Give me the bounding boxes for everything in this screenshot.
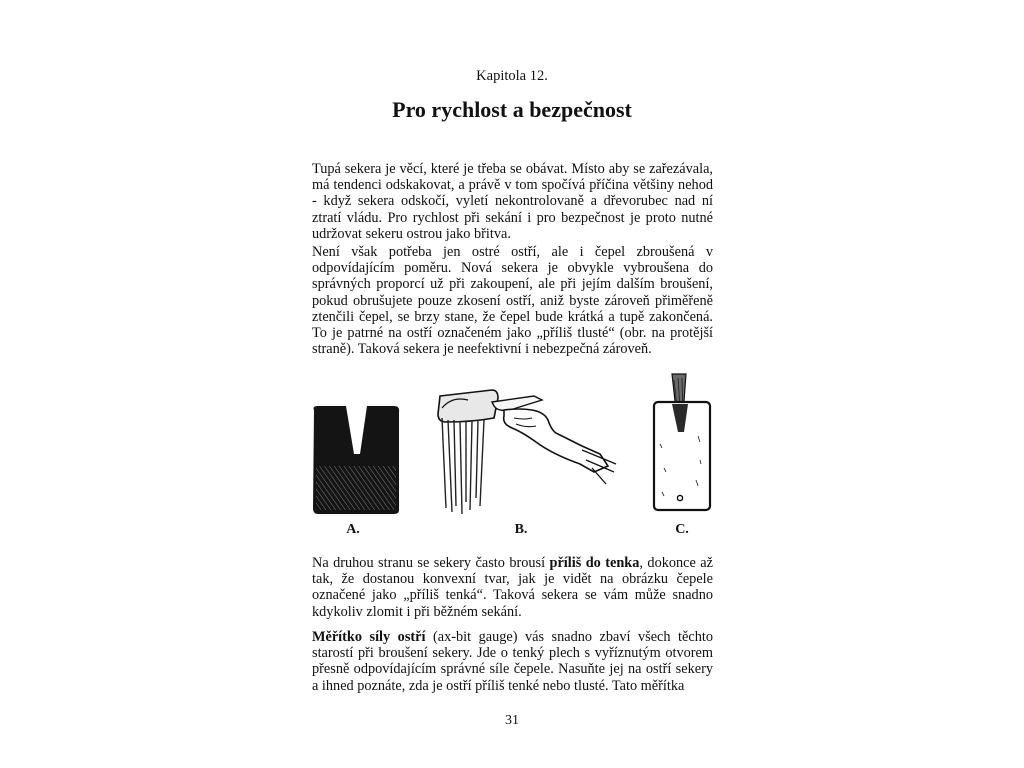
figure-c-caption: C.: [675, 522, 689, 537]
page-title: Pro rychlost a bezpečnost: [392, 97, 632, 122]
paragraph-1: Tupá sekera je věcí, které je třeba se obávat. Místo aby se zařezávala, má tendenci odskakovat, a právě v tom spočívá příčina většiny nehod - když sekera odskočí, vyletí nekontrolovaně a dřevorubec nad ní ztratí vládu. Pro rychlost při sekání i pro bezpečnost je proto nutné udržovat sekeru ostrou jako břitva.: [312, 161, 713, 242]
paragraph-4-term: Měřítko síly ostří: [312, 629, 426, 645]
figure-b-caption: B.: [514, 522, 528, 537]
figure-a-gauge-illustration: [310, 404, 402, 516]
paragraph-3-start: Na druhou stranu se sekery často brousí: [312, 555, 550, 571]
figure-c-gauge-plate-illustration: [648, 372, 716, 516]
chapter-label: Kapitola 12.: [476, 68, 548, 84]
paragraph-4: [312, 629, 713, 694]
figure-a-caption: A.: [346, 522, 360, 537]
paragraph-3-emphasis: příliš do tenka: [549, 555, 640, 571]
figure-b-hand-with-axe-illustration: [432, 388, 620, 516]
paragraph-3: [312, 555, 713, 620]
paragraph-4-body: (ax-bit gauge) vás snadno zbaví všech těchto starostí při broušení sekery. Jde o tenký plech s vyříznutým otvorem přesně odpovídajícím správné síle čepele. Nasuňte jej na ostří sekery a ihned poznáte, zda je ostří příliš tenké nebo tlusté. Tato měřítka: [312, 629, 713, 694]
paragraph-3-end: , dokonce až tak, že dostanou konvexní tvar, jak je vidět na obrázku čepele označené jako „příliš tenká“. Taková sekera se vám může snadno kdykoliv zlomit i při běžném sekání.: [312, 555, 713, 620]
paragraph-2: Není však potřeba jen ostré ostří, ale i čepel zbroušená v odpovídajícím poměru. Nová sekera je obvykle vybroušena do správných proporcí už při zakoupení, ale při jejím dalším broušení, pokud obrušujete pouze zkosení ostří, aniž byste zároveň přiměřeně ztenčili čepel, se brzy stane, že čepel bude krátká a tupě zakončená. To je patrné na ostří označeném jako „příliš tlusté“ (obr. na protější straně). Taková sekera je neefektivní i nebezpečná zároveň.: [312, 244, 713, 358]
page-number: 31: [505, 713, 519, 728]
